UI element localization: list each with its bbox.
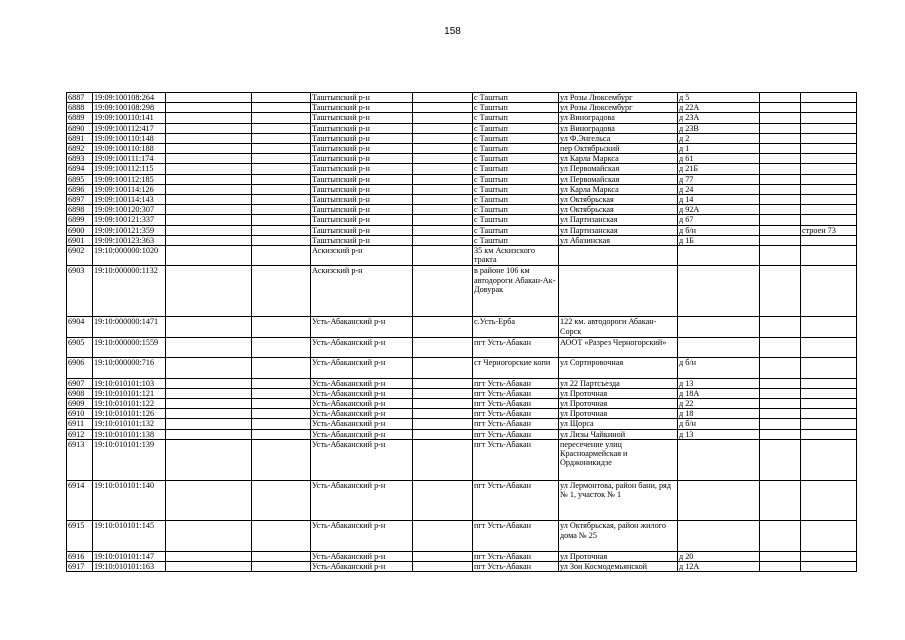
- cell-house: д 13: [678, 429, 760, 439]
- cell-street: ул Виноградова: [559, 123, 678, 133]
- cell-building: [801, 205, 857, 215]
- cell-number: 6912: [67, 429, 93, 439]
- cell-settlement: с.Усть-Ерба: [473, 317, 559, 337]
- cell-district: Таштыпский р-н: [311, 123, 413, 133]
- cell-district: Таштыпский р-н: [311, 184, 413, 194]
- cell-district: Усть-Абаканский р-н: [311, 388, 413, 398]
- cell-street: ул Октябрьская: [559, 195, 678, 205]
- cell-cadastral-number: 19:09:100108:298: [93, 103, 166, 113]
- cell-house: д 67: [678, 215, 760, 225]
- cell-street: ул Щорса: [559, 419, 678, 429]
- cell-settlement: с Таштып: [473, 133, 559, 143]
- table-row: [67, 337, 857, 357]
- cell-district: Усть-Абаканский р-н: [311, 552, 413, 562]
- cell-district: Таштыпский р-н: [311, 154, 413, 164]
- cell-building: [801, 378, 857, 388]
- cell-house: д 5: [678, 93, 760, 103]
- cell-cadastral-number: 19:10:010101:140: [93, 480, 166, 521]
- cell-building: [801, 317, 857, 337]
- cell-building: [801, 337, 857, 357]
- cell-house: [678, 246, 760, 266]
- cell-district: Усть-Абаканский р-н: [311, 429, 413, 439]
- table-row: [67, 246, 857, 266]
- table-row: [67, 123, 857, 133]
- cell-district: Усть-Абаканский р-н: [311, 521, 413, 552]
- cell-building: [801, 399, 857, 409]
- cell-number: 6904: [67, 317, 93, 337]
- cell-settlement: ст Черногорские копи: [473, 358, 559, 378]
- cell-district: Таштыпский р-н: [311, 103, 413, 113]
- cell-street: ул Карла Маркса: [559, 154, 678, 164]
- cell-settlement: пгт Усть-Абакан: [473, 337, 559, 357]
- table-row: [67, 480, 857, 521]
- cell-settlement: с Таштып: [473, 144, 559, 154]
- table-row: [67, 419, 857, 429]
- table-row: [67, 164, 857, 174]
- cell-cadastral-number: 19:10:000000:1559: [93, 337, 166, 357]
- cell-street: 122 км. автодороги Абакан-Сорск: [559, 317, 678, 337]
- cell-building: [801, 358, 857, 378]
- cell-settlement: пгт Усть-Абакан: [473, 409, 559, 419]
- cell-settlement: пгт Усть-Абакан: [473, 378, 559, 388]
- cell-house: д 18А: [678, 388, 760, 398]
- cell-building: строен 73: [801, 225, 857, 235]
- table-row: [67, 225, 857, 235]
- cell-district: Усть-Абаканский р-н: [311, 378, 413, 388]
- cell-house: д 22: [678, 399, 760, 409]
- cell-building: [801, 562, 857, 572]
- cell-building: [801, 93, 857, 103]
- cell-building: [801, 235, 857, 245]
- table-row: [67, 205, 857, 215]
- cell-building: [801, 154, 857, 164]
- cell-number: 6909: [67, 399, 93, 409]
- cell-building: [801, 439, 857, 480]
- cell-number: 6901: [67, 235, 93, 245]
- cell-street: ул Проточная: [559, 388, 678, 398]
- cell-cadastral-number: 19:10:000000:1020: [93, 246, 166, 266]
- cell-settlement: пгт Усть-Абакан: [473, 419, 559, 429]
- cell-settlement: пгт Усть-Абакан: [473, 439, 559, 480]
- table-row: [67, 174, 857, 184]
- cell-house: д 77: [678, 174, 760, 184]
- cell-street: ул Лермонтова, район бани, ряд № 1, участок № 1: [559, 480, 678, 521]
- cell-number: 6905: [67, 337, 93, 357]
- table-row: [67, 552, 857, 562]
- cell-building: [801, 133, 857, 143]
- cell-district: Аскизский р-н: [311, 246, 413, 266]
- table-row: [67, 521, 857, 552]
- cell-number: 6895: [67, 174, 93, 184]
- cell-cadastral-number: 19:10:010101:132: [93, 419, 166, 429]
- table-row: [67, 439, 857, 480]
- cell-district: Таштыпский р-н: [311, 195, 413, 205]
- cell-cadastral-number: 19:09:100108:264: [93, 93, 166, 103]
- cell-building: [801, 480, 857, 521]
- cell-settlement: с Таштып: [473, 235, 559, 245]
- cell-number: 6898: [67, 205, 93, 215]
- table-row: [67, 266, 857, 317]
- table-row: [67, 388, 857, 398]
- cell-number: 6889: [67, 113, 93, 123]
- cell-number: 6907: [67, 378, 93, 388]
- cell-house: д б/н: [678, 358, 760, 378]
- cell-building: [801, 419, 857, 429]
- cell-district: Таштыпский р-н: [311, 113, 413, 123]
- cell-street: ул Проточная: [559, 552, 678, 562]
- table-row: [67, 184, 857, 194]
- cell-building: [801, 123, 857, 133]
- table-row: [67, 399, 857, 409]
- cell-street: ул Виноградова: [559, 113, 678, 123]
- cell-street: ул Розы Люксембург: [559, 93, 678, 103]
- cell-cadastral-number: 19:09:100121:359: [93, 225, 166, 235]
- cell-street: ул Проточная: [559, 399, 678, 409]
- table-row: [67, 154, 857, 164]
- cell-cadastral-number: 19:09:100114:126: [93, 184, 166, 194]
- cell-house: д 18: [678, 409, 760, 419]
- cell-street: пересечение улиц Красноармейская и Орджоникидзе: [559, 439, 678, 480]
- cell-settlement: пгт Усть-Абакан: [473, 552, 559, 562]
- cell-street: ул Лизы Чайкиной: [559, 429, 678, 439]
- cell-house: д б/н: [678, 419, 760, 429]
- cell-house: [678, 480, 760, 521]
- table-row: [67, 195, 857, 205]
- cell-settlement: с Таштып: [473, 164, 559, 174]
- cell-district: Таштыпский р-н: [311, 215, 413, 225]
- cell-cadastral-number: 19:10:010101:138: [93, 429, 166, 439]
- cell-cadastral-number: 19:10:010101:103: [93, 378, 166, 388]
- cell-number: 6914: [67, 480, 93, 521]
- cell-street: ул Ф.Энгельса: [559, 133, 678, 143]
- cell-cadastral-number: 19:09:100114:143: [93, 195, 166, 205]
- cell-number: 6903: [67, 266, 93, 317]
- cell-number: 6888: [67, 103, 93, 113]
- cell-street: ул Первомайская: [559, 164, 678, 174]
- cell-house: д 24: [678, 184, 760, 194]
- cell-settlement: с Таштып: [473, 215, 559, 225]
- cell-cadastral-number: 19:09:100121:337: [93, 215, 166, 225]
- cell-district: Усть-Абаканский р-н: [311, 439, 413, 480]
- cell-number: 6891: [67, 133, 93, 143]
- cell-number: 6897: [67, 195, 93, 205]
- cell-settlement: с Таштып: [473, 113, 559, 123]
- cell-settlement: пгт Усть-Абакан: [473, 562, 559, 572]
- cell-cadastral-number: 19:10:000000:1132: [93, 266, 166, 317]
- cell-house: [678, 521, 760, 552]
- cell-settlement: с Таштып: [473, 103, 559, 113]
- cell-building: [801, 521, 857, 552]
- cell-building: [801, 246, 857, 266]
- cell-street: ул Октябрьская, район жилого дома № 25: [559, 521, 678, 552]
- cell-cadastral-number: 19:09:100110:148: [93, 133, 166, 143]
- cell-number: 6913: [67, 439, 93, 480]
- cell-district: Усть-Абаканский р-н: [311, 562, 413, 572]
- cell-settlement: с Таштып: [473, 93, 559, 103]
- cell-cadastral-number: 19:10:010101:145: [93, 521, 166, 552]
- cell-building: [801, 388, 857, 398]
- cell-street: ул Зои Космодемьянской: [559, 562, 678, 572]
- cell-street: [559, 246, 678, 266]
- cell-number: 6908: [67, 388, 93, 398]
- cell-district: Таштыпский р-н: [311, 205, 413, 215]
- cell-house: д 21Б: [678, 164, 760, 174]
- cell-cadastral-number: 19:10:000000:716: [93, 358, 166, 378]
- table-row: [67, 562, 857, 572]
- cell-building: [801, 195, 857, 205]
- cell-building: [801, 144, 857, 154]
- cell-settlement: пгт Усть-Абакан: [473, 388, 559, 398]
- cell-number: 6915: [67, 521, 93, 552]
- cell-street: ул Октябрьская: [559, 205, 678, 215]
- cell-street: ул Абазинская: [559, 235, 678, 245]
- cell-number: 6916: [67, 552, 93, 562]
- cell-building: [801, 103, 857, 113]
- cell-district: Таштыпский р-н: [311, 144, 413, 154]
- cell-house: [678, 439, 760, 480]
- cell-house: д 61: [678, 154, 760, 164]
- table-row: [67, 133, 857, 143]
- cell-district: Усть-Абаканский р-н: [311, 399, 413, 409]
- registry-table: [66, 92, 857, 572]
- cell-number: 6896: [67, 184, 93, 194]
- cell-number: 6894: [67, 164, 93, 174]
- cell-building: [801, 552, 857, 562]
- cell-building: [801, 164, 857, 174]
- cell-cadastral-number: 19:09:100120:307: [93, 205, 166, 215]
- cell-settlement: пгт Усть-Абакан: [473, 521, 559, 552]
- cell-settlement: пгт Усть-Абакан: [473, 480, 559, 521]
- cell-cadastral-number: 19:09:100110:188: [93, 144, 166, 154]
- cell-settlement: с Таштып: [473, 225, 559, 235]
- cell-house: [678, 266, 760, 317]
- cell-house: д 22А: [678, 103, 760, 113]
- cell-settlement: с Таштып: [473, 174, 559, 184]
- cell-building: [801, 409, 857, 419]
- cell-building: [801, 429, 857, 439]
- cell-street: ул Партизанская: [559, 225, 678, 235]
- cell-house: д б/н: [678, 225, 760, 235]
- cell-cadastral-number: 19:09:100112:115: [93, 164, 166, 174]
- cell-district: Усть-Абаканский р-н: [311, 337, 413, 357]
- table-row: [67, 358, 857, 378]
- cell-street: ул Карла Маркса: [559, 184, 678, 194]
- table-row: [67, 93, 857, 103]
- cell-district: Усть-Абаканский р-н: [311, 317, 413, 337]
- cell-settlement: с Таштып: [473, 205, 559, 215]
- table-row: [67, 409, 857, 419]
- cell-settlement: 35 км Аскизского тракта: [473, 246, 559, 266]
- cell-district: Таштыпский р-н: [311, 174, 413, 184]
- cell-settlement: пгт Усть-Абакан: [473, 429, 559, 439]
- cell-cadastral-number: 19:10:010101:163: [93, 562, 166, 572]
- cell-house: д 20: [678, 552, 760, 562]
- cell-house: д 13: [678, 378, 760, 388]
- cell-cadastral-number: 19:09:100112:185: [93, 174, 166, 184]
- cell-settlement: с Таштып: [473, 154, 559, 164]
- cell-street: пер Октябрьский: [559, 144, 678, 154]
- table-body: [67, 93, 857, 572]
- cell-cadastral-number: 19:09:100110:141: [93, 113, 166, 123]
- cell-district: Таштыпский р-н: [311, 235, 413, 245]
- cell-house: д 23А: [678, 113, 760, 123]
- cell-building: [801, 174, 857, 184]
- cell-house: д 1: [678, 144, 760, 154]
- cell-cadastral-number: 19:10:000000:1471: [93, 317, 166, 337]
- cell-street: ул Партизанская: [559, 215, 678, 225]
- cell-settlement: с Таштып: [473, 195, 559, 205]
- cell-number: 6917: [67, 562, 93, 572]
- cell-house: д 2: [678, 133, 760, 143]
- cell-cadastral-number: 19:10:010101:122: [93, 399, 166, 409]
- cell-district: Аскизский р-н: [311, 266, 413, 317]
- table-row: [67, 429, 857, 439]
- cell-cadastral-number: 19:10:010101:147: [93, 552, 166, 562]
- cell-number: 6890: [67, 123, 93, 133]
- cell-house: д 23В: [678, 123, 760, 133]
- cell-building: [801, 266, 857, 317]
- cell-building: [801, 184, 857, 194]
- cell-street: АООТ «Разрез Черногорский»: [559, 337, 678, 357]
- cell-number: 6911: [67, 419, 93, 429]
- cell-cadastral-number: 19:10:010101:121: [93, 388, 166, 398]
- table-row: [67, 317, 857, 337]
- cell-district: Таштыпский р-н: [311, 93, 413, 103]
- cell-house: д 12А: [678, 562, 760, 572]
- cell-street: [559, 266, 678, 317]
- cell-number: 6906: [67, 358, 93, 378]
- cell-number: 6902: [67, 246, 93, 266]
- cell-cadastral-number: 19:09:100112:417: [93, 123, 166, 133]
- cell-cadastral-number: 19:10:010101:126: [93, 409, 166, 419]
- cell-number: 6899: [67, 215, 93, 225]
- cell-number: 6910: [67, 409, 93, 419]
- cell-house: д 92А: [678, 205, 760, 215]
- cell-street: ул Проточная: [559, 409, 678, 419]
- cell-settlement: с Таштып: [473, 184, 559, 194]
- cell-house: д 1Б: [678, 235, 760, 245]
- cell-house: [678, 317, 760, 337]
- cell-number: 6892: [67, 144, 93, 154]
- page-number: 158: [444, 26, 461, 37]
- cell-district: Усть-Абаканский р-н: [311, 409, 413, 419]
- cell-street: ул Первомайская: [559, 174, 678, 184]
- table-row: [67, 235, 857, 245]
- cell-number: 6900: [67, 225, 93, 235]
- cell-street: ул 22 Партсъезда: [559, 378, 678, 388]
- cell-house: д 14: [678, 195, 760, 205]
- cell-building: [801, 215, 857, 225]
- cell-district: Усть-Абаканский р-н: [311, 358, 413, 378]
- cell-district: Усть-Абаканский р-н: [311, 480, 413, 521]
- cell-street: ул Розы Люксембург: [559, 103, 678, 113]
- cell-settlement: в районе 106 км автодороги Абакан-Ак-Довурак: [473, 266, 559, 317]
- cell-district: Таштыпский р-н: [311, 164, 413, 174]
- table-row: [67, 378, 857, 388]
- cell-building: [801, 113, 857, 123]
- cell-number: 6887: [67, 93, 93, 103]
- cell-cadastral-number: 19:09:100123:363: [93, 235, 166, 245]
- cell-district: Усть-Абаканский р-н: [311, 419, 413, 429]
- cell-cadastral-number: 19:09:100111:174: [93, 154, 166, 164]
- cell-settlement: пгт Усть-Абакан: [473, 399, 559, 409]
- cell-district: Таштыпский р-н: [311, 133, 413, 143]
- table-row: [67, 215, 857, 225]
- table-row: [67, 144, 857, 154]
- cell-settlement: с Таштып: [473, 123, 559, 133]
- cell-district: Таштыпский р-н: [311, 225, 413, 235]
- cell-house: [678, 337, 760, 357]
- cell-cadastral-number: 19:10:010101:139: [93, 439, 166, 480]
- table-row: [67, 103, 857, 113]
- cell-number: 6893: [67, 154, 93, 164]
- cell-street: ул Сортировочная: [559, 358, 678, 378]
- table-row: [67, 113, 857, 123]
